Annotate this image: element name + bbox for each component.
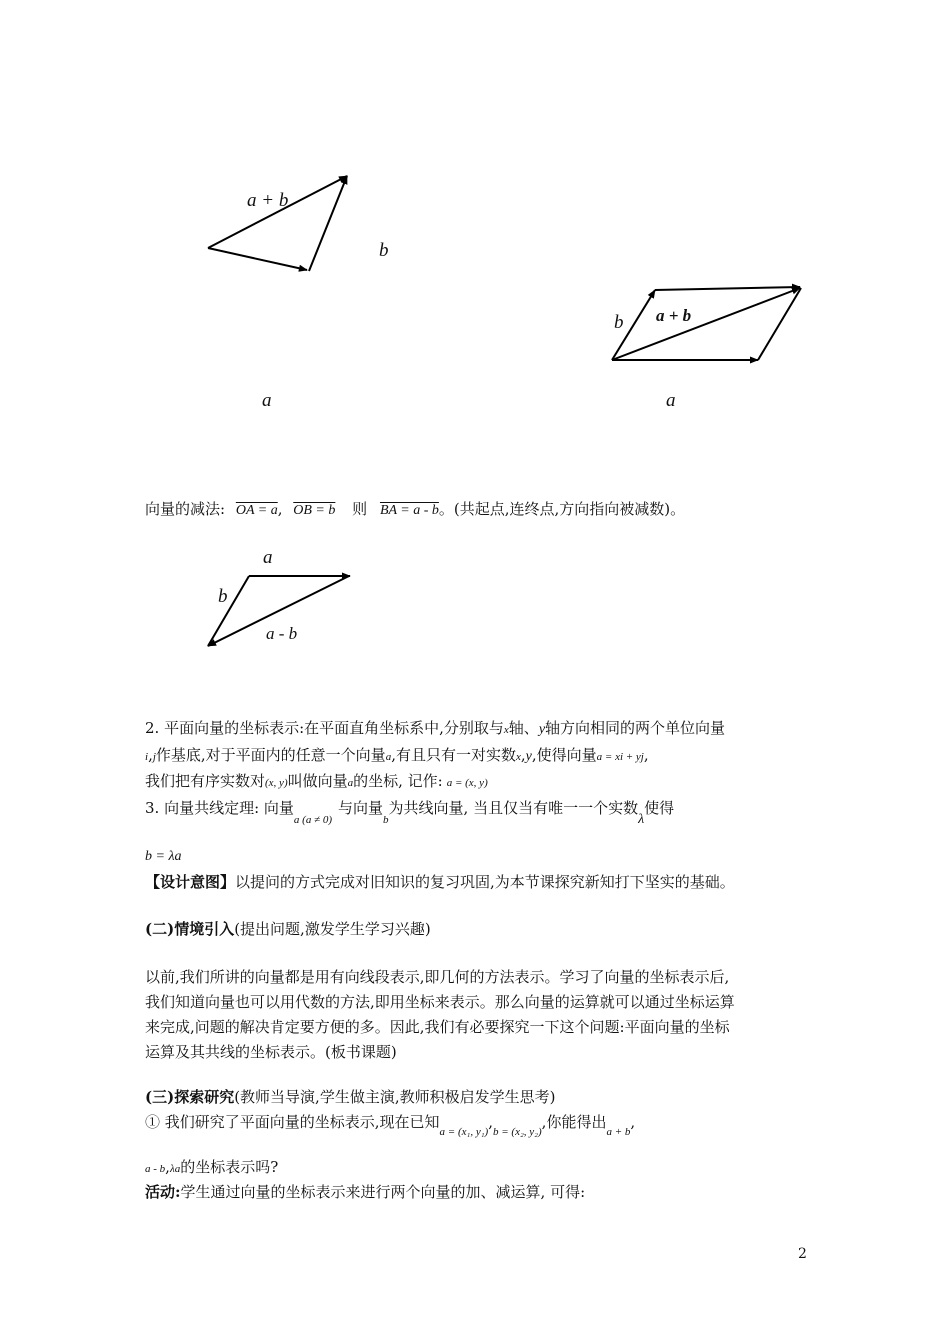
- text: 轴、: [508, 719, 539, 737]
- subtraction-line: [145, 498, 685, 522]
- text: 为共线向量, 当且仅当有唯一一个实数: [388, 799, 639, 817]
- part3-question-line2: [145, 1156, 278, 1180]
- section2-line3: [145, 770, 488, 794]
- section2-line1: [145, 717, 725, 741]
- text: 3. 向量共线定理: 向量: [145, 799, 294, 817]
- difference-expression: a - b: [145, 1163, 166, 1175]
- vector-b-segment: [309, 176, 347, 271]
- text: ,: [520, 746, 526, 764]
- part3-question-line1: [145, 1111, 636, 1138]
- diagonal-sum: [612, 288, 800, 360]
- b-vector: b: [383, 814, 389, 826]
- scalar-expression: λa: [169, 1163, 181, 1175]
- text: ,: [148, 746, 153, 764]
- text: ,: [630, 1113, 636, 1131]
- b-label: b: [379, 240, 389, 261]
- part2-subtitle: (提出问题,激发学生学习兴趣): [234, 920, 431, 938]
- y-real: y: [525, 749, 532, 764]
- sum-label: a + b: [247, 190, 289, 211]
- part2-paragraph-line1: 以前,我们所讲的向量都是用有向线段表示,即几何的方法表示。学习了向量的坐标表示后,: [145, 968, 730, 986]
- text: ,: [643, 746, 649, 764]
- design-tag: 【设计意图】: [145, 873, 236, 891]
- j-vector: j: [152, 751, 156, 763]
- part2-paragraph-line3: 来完成,问题的解决肯定要方便的多。因此,我们有必要探究一下这个问题:平面向量的坐标: [145, 1018, 730, 1036]
- formula-ob: OB = b: [293, 503, 336, 518]
- right-edge: [758, 288, 801, 360]
- text: ,有且只有一对实数: [391, 746, 516, 764]
- part2-paragraph-line4: 运算及其共线的坐标表示。(板书课题): [145, 1043, 397, 1061]
- a-vector: a: [347, 777, 354, 789]
- subtraction-b-label: b: [218, 586, 228, 607]
- vector-b-coords: b = (x₂, y₂): [493, 1126, 542, 1138]
- x-real: x: [515, 751, 521, 763]
- i-vector: i: [145, 751, 149, 763]
- a-label: a: [262, 390, 272, 411]
- section2-line2: [145, 744, 649, 768]
- text: ,你能得出: [541, 1113, 607, 1131]
- text: ,使得向量: [531, 746, 597, 764]
- page-number: 2: [798, 1246, 807, 1262]
- text: 与向量: [338, 799, 384, 817]
- difference-label: a - b: [266, 624, 298, 643]
- part3-subtitle: (教师当导演,学生做主演,教师积极启发学生思考): [234, 1088, 556, 1106]
- formula-ba: BA = a - b: [379, 503, 439, 518]
- vector-a-segment: [208, 248, 307, 270]
- sum-expression: a + b: [606, 1126, 631, 1138]
- text: 我们把有序实数对: [145, 772, 266, 790]
- part2-heading: (二)情境引入: [145, 920, 235, 938]
- text: 的坐标, 记作:: [353, 772, 443, 790]
- coordinate-formula: a = (x, y): [446, 777, 488, 789]
- activity-line: [145, 1181, 585, 1203]
- part2-heading-line: [145, 918, 431, 940]
- decomposition-formula: a = xi + yj: [596, 751, 644, 763]
- parallelogram-figure: [612, 287, 801, 360]
- y-symbol: y: [538, 722, 546, 737]
- text: 使得: [644, 799, 675, 817]
- text: 2. 平面向量的坐标表示:在平面直角坐标系中,分别取与: [145, 719, 504, 737]
- separator: ,: [277, 500, 283, 518]
- subtraction-note: 。(共起点,连终点,方向指向被减数)。: [438, 500, 686, 518]
- parallelogram-sum-label: a + b: [656, 306, 692, 325]
- design-intent: [145, 871, 735, 893]
- text: 的坐标表示吗?: [180, 1158, 279, 1176]
- then-word: 则: [352, 500, 368, 518]
- x-symbol: x: [503, 724, 509, 736]
- a-vector: a: [385, 751, 392, 763]
- top-edge: [655, 287, 800, 290]
- text: ,: [488, 1113, 493, 1131]
- part3-heading: (三)探索研究: [145, 1088, 235, 1106]
- nonzero-condition: a (a ≠ 0): [293, 814, 333, 826]
- text: 作基底,对于平面内的任意一个向量: [155, 746, 386, 764]
- activity-text: 学生通过向量的坐标表示来进行两个向量的加、减运算, 可得:: [180, 1183, 586, 1201]
- parallelogram-a-label: a: [666, 390, 676, 411]
- subtraction-lead: 向量的减法:: [145, 500, 226, 518]
- formula-oa: OA = a: [235, 503, 278, 518]
- vector-a-coords: a = (x₁, y₁): [439, 1126, 489, 1138]
- text: 叫做向量: [287, 772, 348, 790]
- part3-heading-line: [145, 1086, 555, 1108]
- ordered-pair: (x, y): [265, 777, 288, 789]
- section3-line1: [145, 797, 675, 827]
- subtraction-a-label: a: [263, 547, 273, 568]
- vector-sum-segment: [208, 176, 347, 248]
- lambda-symbol: λ: [638, 812, 645, 827]
- activity-tag: 活动:: [145, 1183, 181, 1201]
- parallelogram-b-label: b: [614, 312, 624, 333]
- text: 轴方向相同的两个单位向量: [545, 719, 726, 737]
- design-text: 以提问的方式完成对旧知识的复习巩固,为本节课探究新知打下坚实的基础。: [235, 873, 735, 891]
- part2-paragraph-line2: 我们知道向量也可以用代数的方法,即用坐标来表示。那么向量的运算就可以通过坐标运算: [145, 993, 735, 1011]
- collinear-formula: b = λa: [145, 849, 182, 864]
- text: ,: [165, 1158, 170, 1176]
- text: ① 我们研究了平面向量的坐标表示,现在已知: [145, 1113, 440, 1131]
